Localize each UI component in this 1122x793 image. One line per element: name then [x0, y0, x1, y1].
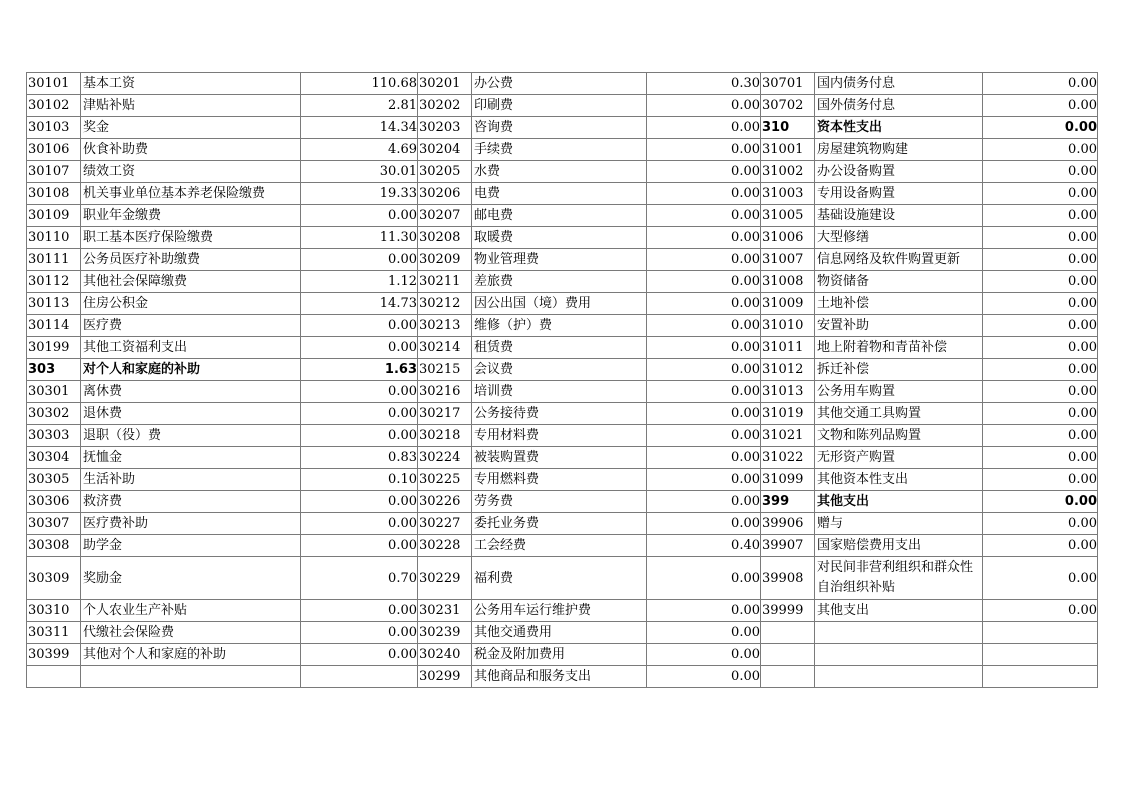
item-name: 医疗费 [81, 315, 301, 337]
item-amount: 1.12 [301, 271, 418, 293]
item-name: 资本性支出 [815, 117, 983, 139]
item-amount: 0.00 [983, 161, 1098, 183]
item-name: 其他社会保障缴费 [81, 271, 301, 293]
item-name: 其他支出 [815, 491, 983, 513]
item-name: 抚恤金 [81, 447, 301, 469]
item-code: 30110 [27, 227, 81, 249]
item-name: 国内债务付息 [815, 73, 983, 95]
item-name: 手续费 [472, 139, 647, 161]
item-amount: 0.00 [301, 644, 418, 666]
item-amount: 1.63 [301, 359, 418, 381]
item-amount: 0.00 [983, 359, 1098, 381]
item-code: 39908 [761, 557, 815, 600]
table-row [27, 315, 1098, 337]
item-amount: 0.00 [647, 381, 761, 403]
item-name: 助学金 [81, 535, 301, 557]
item-amount: 0.00 [983, 293, 1098, 315]
item-name: 生活补助 [81, 469, 301, 491]
item-name: 对民间非营利组织和群众性自治组织补贴 [815, 557, 983, 600]
item-name: 办公费 [472, 73, 647, 95]
item-amount: 0.00 [647, 469, 761, 491]
item-code: 30212 [418, 293, 472, 315]
item-name: 土地补偿 [815, 293, 983, 315]
item-amount: 0.00 [983, 513, 1098, 535]
table-row [27, 666, 1098, 688]
item-amount: 0.00 [301, 315, 418, 337]
item-amount: 0.00 [647, 359, 761, 381]
table-row [27, 557, 1098, 600]
item-code: 30114 [27, 315, 81, 337]
item-name: 其他对个人和家庭的补助 [81, 644, 301, 666]
item-code: 30211 [418, 271, 472, 293]
item-code: 30399 [27, 644, 81, 666]
item-code: 30107 [27, 161, 81, 183]
item-code: 39907 [761, 535, 815, 557]
table-row [27, 227, 1098, 249]
item-code: 31003 [761, 183, 815, 205]
item-name: 专用燃料费 [472, 469, 647, 491]
item-amount: 0.00 [983, 271, 1098, 293]
item-amount: 0.00 [983, 95, 1098, 117]
item-code: 39999 [761, 600, 815, 622]
item-code [27, 666, 81, 688]
item-name: 水费 [472, 161, 647, 183]
item-code: 30111 [27, 249, 81, 271]
item-amount [983, 666, 1098, 688]
item-code: 30112 [27, 271, 81, 293]
item-amount: 0.00 [647, 95, 761, 117]
item-code: 39906 [761, 513, 815, 535]
item-name: 住房公积金 [81, 293, 301, 315]
item-code: 303 [27, 359, 81, 381]
item-code: 30226 [418, 491, 472, 513]
item-name: 其他商品和服务支出 [472, 666, 647, 688]
item-code: 31022 [761, 447, 815, 469]
item-amount: 0.00 [983, 425, 1098, 447]
item-code: 30228 [418, 535, 472, 557]
item-amount: 0.00 [647, 293, 761, 315]
item-name [815, 666, 983, 688]
item-code [761, 644, 815, 666]
item-name: 电费 [472, 183, 647, 205]
item-name: 离休费 [81, 381, 301, 403]
item-amount: 0.00 [647, 447, 761, 469]
item-code: 30109 [27, 205, 81, 227]
item-amount: 2.81 [301, 95, 418, 117]
item-amount: 14.34 [301, 117, 418, 139]
item-name: 津贴补贴 [81, 95, 301, 117]
item-amount [983, 622, 1098, 644]
item-name: 房屋建筑物购建 [815, 139, 983, 161]
item-code: 310 [761, 117, 815, 139]
item-code: 30201 [418, 73, 472, 95]
item-code: 30102 [27, 95, 81, 117]
item-amount: 19.33 [301, 183, 418, 205]
item-code: 30205 [418, 161, 472, 183]
item-amount: 0.00 [647, 227, 761, 249]
item-code: 31012 [761, 359, 815, 381]
item-code: 31021 [761, 425, 815, 447]
item-code: 30214 [418, 337, 472, 359]
item-amount [983, 644, 1098, 666]
item-code: 30204 [418, 139, 472, 161]
item-code: 30306 [27, 491, 81, 513]
table-row [27, 161, 1098, 183]
item-code: 30103 [27, 117, 81, 139]
item-code: 30305 [27, 469, 81, 491]
item-name [815, 622, 983, 644]
item-amount: 0.40 [647, 535, 761, 557]
item-code: 31002 [761, 161, 815, 183]
item-name: 救济费 [81, 491, 301, 513]
item-name: 咨询费 [472, 117, 647, 139]
item-name: 国家赔偿费用支出 [815, 535, 983, 557]
item-code: 30702 [761, 95, 815, 117]
item-name: 地上附着物和青苗补偿 [815, 337, 983, 359]
item-amount: 0.00 [647, 491, 761, 513]
item-amount: 0.00 [647, 557, 761, 600]
item-code: 30227 [418, 513, 472, 535]
item-amount: 0.00 [647, 403, 761, 425]
item-code: 30199 [27, 337, 81, 359]
expenditure-table [26, 72, 1098, 688]
item-name: 公务用车运行维护费 [472, 600, 647, 622]
item-name: 专用设备购置 [815, 183, 983, 205]
table-row [27, 403, 1098, 425]
item-amount: 0.00 [647, 315, 761, 337]
item-amount: 11.30 [301, 227, 418, 249]
item-code: 30215 [418, 359, 472, 381]
item-amount: 0.00 [983, 403, 1098, 425]
item-code: 30108 [27, 183, 81, 205]
item-name: 其他资本性支出 [815, 469, 983, 491]
item-name: 公务用车购置 [815, 381, 983, 403]
item-amount: 0.00 [647, 205, 761, 227]
item-name: 物资储备 [815, 271, 983, 293]
item-name: 安置补助 [815, 315, 983, 337]
item-code: 30229 [418, 557, 472, 600]
item-code: 31011 [761, 337, 815, 359]
item-amount: 0.00 [301, 535, 418, 557]
item-code: 30216 [418, 381, 472, 403]
item-name: 其他支出 [815, 600, 983, 622]
item-name: 委托业务费 [472, 513, 647, 535]
item-name: 机关事业单位基本养老保险缴费 [81, 183, 301, 205]
item-code: 31005 [761, 205, 815, 227]
item-code: 30225 [418, 469, 472, 491]
item-name: 办公设备购置 [815, 161, 983, 183]
item-code: 30217 [418, 403, 472, 425]
table-row [27, 117, 1098, 139]
item-amount: 0.00 [301, 622, 418, 644]
item-amount: 0.00 [647, 600, 761, 622]
item-name: 福利费 [472, 557, 647, 600]
item-amount: 0.00 [301, 205, 418, 227]
item-amount: 0.00 [647, 117, 761, 139]
item-name: 维修（护）费 [472, 315, 647, 337]
item-code: 30302 [27, 403, 81, 425]
item-amount: 0.00 [301, 491, 418, 513]
item-code: 30113 [27, 293, 81, 315]
item-amount: 0.70 [301, 557, 418, 600]
item-amount: 0.00 [983, 183, 1098, 205]
item-code: 30207 [418, 205, 472, 227]
table-row [27, 535, 1098, 557]
item-name: 工会经费 [472, 535, 647, 557]
item-name: 国外债务付息 [815, 95, 983, 117]
item-name: 印刷费 [472, 95, 647, 117]
item-name: 物业管理费 [472, 249, 647, 271]
item-name: 退休费 [81, 403, 301, 425]
item-amount: 0.00 [647, 183, 761, 205]
table-row [27, 622, 1098, 644]
item-name: 文物和陈列品购置 [815, 425, 983, 447]
item-code: 31099 [761, 469, 815, 491]
item-name: 伙食补助费 [81, 139, 301, 161]
item-amount: 0.83 [301, 447, 418, 469]
item-name: 基础设施建设 [815, 205, 983, 227]
item-code: 31013 [761, 381, 815, 403]
table-row [27, 139, 1098, 161]
item-amount: 0.00 [301, 513, 418, 535]
item-amount: 0.00 [301, 403, 418, 425]
item-name: 专用材料费 [472, 425, 647, 447]
item-name: 职业年金缴费 [81, 205, 301, 227]
item-code: 30208 [418, 227, 472, 249]
item-name: 其他交通工具购置 [815, 403, 983, 425]
item-amount: 0.00 [647, 425, 761, 447]
item-amount: 0.00 [983, 249, 1098, 271]
item-name: 职工基本医疗保险缴费 [81, 227, 301, 249]
item-name: 其他交通费用 [472, 622, 647, 644]
item-amount: 30.01 [301, 161, 418, 183]
item-name: 信息网络及软件购置更新 [815, 249, 983, 271]
item-name: 其他工资福利支出 [81, 337, 301, 359]
item-name: 公务接待费 [472, 403, 647, 425]
item-amount: 0.00 [983, 337, 1098, 359]
item-name: 对个人和家庭的补助 [81, 359, 301, 381]
item-amount: 0.00 [647, 249, 761, 271]
item-code: 30218 [418, 425, 472, 447]
item-name: 公务员医疗补助缴费 [81, 249, 301, 271]
item-code: 30308 [27, 535, 81, 557]
item-amount: 0.00 [983, 139, 1098, 161]
item-name: 奖励金 [81, 557, 301, 600]
table-row [27, 425, 1098, 447]
table-body [27, 73, 1098, 688]
item-amount: 0.00 [301, 249, 418, 271]
item-code: 30106 [27, 139, 81, 161]
item-amount: 0.00 [647, 139, 761, 161]
table-row [27, 95, 1098, 117]
item-name: 大型修缮 [815, 227, 983, 249]
item-code: 30101 [27, 73, 81, 95]
item-code: 31001 [761, 139, 815, 161]
item-amount: 0.00 [983, 600, 1098, 622]
item-code: 30303 [27, 425, 81, 447]
item-name: 绩效工资 [81, 161, 301, 183]
item-amount: 110.68 [301, 73, 418, 95]
item-amount: 0.00 [647, 622, 761, 644]
item-code: 30301 [27, 381, 81, 403]
item-amount: 0.00 [647, 513, 761, 535]
item-name: 培训费 [472, 381, 647, 403]
item-name: 邮电费 [472, 205, 647, 227]
item-name: 基本工资 [81, 73, 301, 95]
table-row [27, 271, 1098, 293]
item-code [761, 622, 815, 644]
item-amount: 0.30 [647, 73, 761, 95]
item-name: 会议费 [472, 359, 647, 381]
item-amount [301, 666, 418, 688]
item-amount: 0.00 [983, 535, 1098, 557]
item-name: 拆迁补偿 [815, 359, 983, 381]
item-code: 30299 [418, 666, 472, 688]
item-code: 31006 [761, 227, 815, 249]
item-amount: 0.00 [647, 644, 761, 666]
item-name: 医疗费补助 [81, 513, 301, 535]
item-amount: 0.00 [647, 271, 761, 293]
table-row [27, 205, 1098, 227]
item-name: 劳务费 [472, 491, 647, 513]
item-code: 30203 [418, 117, 472, 139]
item-name: 无形资产购置 [815, 447, 983, 469]
item-code: 30202 [418, 95, 472, 117]
item-amount: 0.00 [301, 381, 418, 403]
item-name: 取暖费 [472, 227, 647, 249]
item-amount: 0.00 [301, 600, 418, 622]
item-name [81, 666, 301, 688]
item-code: 31008 [761, 271, 815, 293]
item-name: 代缴社会保险费 [81, 622, 301, 644]
item-name: 被装购置费 [472, 447, 647, 469]
item-code: 31009 [761, 293, 815, 315]
item-code [761, 666, 815, 688]
item-name: 税金及附加费用 [472, 644, 647, 666]
item-amount: 0.00 [983, 491, 1098, 513]
table-row [27, 183, 1098, 205]
item-amount: 0.00 [983, 205, 1098, 227]
item-name: 因公出国（境）费用 [472, 293, 647, 315]
item-code: 30701 [761, 73, 815, 95]
table-row [27, 513, 1098, 535]
item-amount: 0.00 [301, 425, 418, 447]
table-row [27, 381, 1098, 403]
item-amount: 14.73 [301, 293, 418, 315]
item-amount: 0.00 [983, 557, 1098, 600]
item-code: 31010 [761, 315, 815, 337]
item-code: 30213 [418, 315, 472, 337]
item-name: 个人农业生产补贴 [81, 600, 301, 622]
item-amount: 0.00 [983, 381, 1098, 403]
item-amount: 0.10 [301, 469, 418, 491]
item-amount: 0.00 [983, 117, 1098, 139]
item-code: 30309 [27, 557, 81, 600]
item-amount: 0.00 [983, 227, 1098, 249]
item-code: 30231 [418, 600, 472, 622]
item-amount: 0.00 [983, 73, 1098, 95]
item-amount: 0.00 [647, 666, 761, 688]
table-row [27, 469, 1098, 491]
table-row [27, 600, 1098, 622]
item-amount: 0.00 [301, 337, 418, 359]
item-name: 奖金 [81, 117, 301, 139]
item-name: 差旅费 [472, 271, 647, 293]
table-row [27, 73, 1098, 95]
table-row [27, 644, 1098, 666]
item-code: 30209 [418, 249, 472, 271]
item-code: 31007 [761, 249, 815, 271]
item-code: 30310 [27, 600, 81, 622]
item-code: 30307 [27, 513, 81, 535]
item-code: 30224 [418, 447, 472, 469]
item-code: 30311 [27, 622, 81, 644]
item-code: 30304 [27, 447, 81, 469]
item-name: 退职（役）费 [81, 425, 301, 447]
item-name [815, 644, 983, 666]
item-code: 399 [761, 491, 815, 513]
item-code: 30239 [418, 622, 472, 644]
table-row [27, 491, 1098, 513]
table-row [27, 293, 1098, 315]
item-amount: 4.69 [301, 139, 418, 161]
table-row [27, 337, 1098, 359]
item-amount: 0.00 [647, 337, 761, 359]
item-amount: 0.00 [983, 469, 1098, 491]
item-code: 31019 [761, 403, 815, 425]
item-amount: 0.00 [983, 315, 1098, 337]
item-name: 赠与 [815, 513, 983, 535]
item-name: 租赁费 [472, 337, 647, 359]
item-code: 30206 [418, 183, 472, 205]
item-amount: 0.00 [983, 447, 1098, 469]
item-amount: 0.00 [647, 161, 761, 183]
item-code: 30240 [418, 644, 472, 666]
table-row [27, 447, 1098, 469]
table-row [27, 359, 1098, 381]
table-row [27, 249, 1098, 271]
